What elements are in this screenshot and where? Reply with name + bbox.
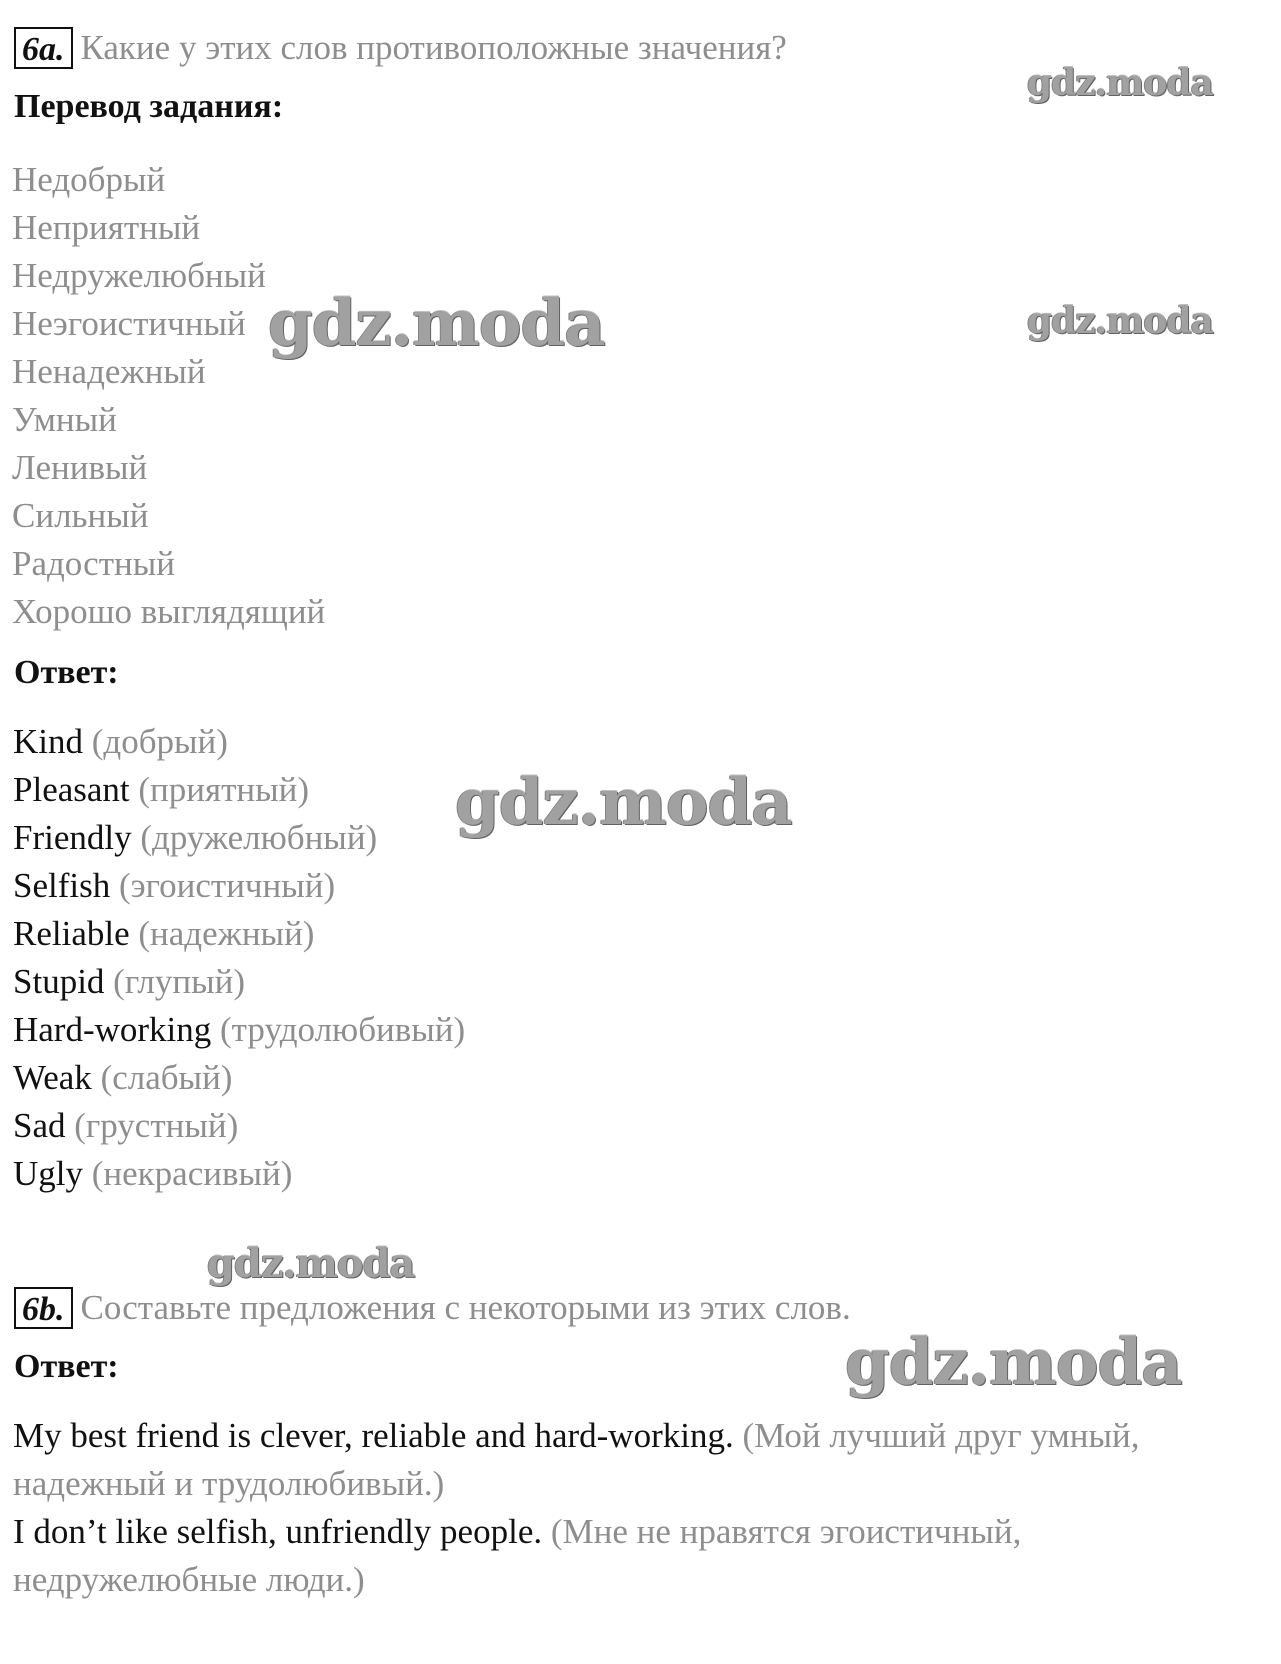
- task-instruction-6a: Какие у этих слов противоположные значения?: [80, 28, 787, 67]
- translation-item: Ненадежный: [12, 352, 206, 391]
- answer-word-en: Friendly: [13, 818, 132, 857]
- task-number-6a: 6a.: [14, 27, 73, 69]
- answer-word-ru: (некрасивый): [91, 1154, 293, 1193]
- answer-word-en: Reliable: [13, 914, 130, 953]
- answer-word-ru: (надежный): [138, 914, 315, 953]
- watermark-logo: gdz.moda: [455, 765, 792, 840]
- answer-word-en: Stupid: [13, 962, 105, 1001]
- answer-word-en: Sad: [13, 1106, 66, 1145]
- answer-item: [13, 766, 465, 814]
- watermark-logo: gdz.moda: [207, 1240, 415, 1287]
- translation-item: Радостный: [12, 544, 175, 583]
- answer-word-en: Weak: [13, 1058, 92, 1097]
- answer-word-en: Selfish: [13, 866, 111, 905]
- translation-item: Недобрый: [12, 160, 166, 199]
- watermark-logo: gdz.moda: [268, 286, 605, 361]
- translation-item: Неэгоистичный: [12, 304, 246, 343]
- watermark-logo: gdz.moda: [845, 1325, 1182, 1400]
- translation-item: Недружелюбный: [12, 256, 266, 295]
- answer-word-ru: (добрый): [91, 722, 228, 761]
- translation-item: Хорошо выглядящий: [12, 592, 326, 631]
- translation-item: Умный: [12, 400, 117, 439]
- answer-word-ru: (приятный): [138, 770, 310, 809]
- task-instruction-6b: Составьте предложения с некоторыми из этих слов.: [80, 1288, 851, 1327]
- answer-item: [13, 1150, 465, 1198]
- answer-item: [13, 718, 465, 766]
- task-number-6b: 6b.: [14, 1287, 73, 1329]
- sentence-ru: (Мой лучший друг умный, надежный и трудолюбивый.): [13, 1416, 1140, 1503]
- answer-word-en: Kind: [13, 722, 83, 761]
- sentence-en: My best friend is clever, reliable and hard-working.: [13, 1416, 734, 1455]
- translation-item: Ленивый: [12, 448, 148, 487]
- sentence-en: I don’t like selfish, unfriendly people.: [13, 1512, 543, 1551]
- task-6b-header: [14, 1287, 851, 1329]
- answer-item: [13, 958, 465, 1006]
- answer-item: [13, 910, 465, 958]
- answer-item: [13, 1006, 465, 1054]
- answer-word-ru: (грустный): [74, 1106, 239, 1145]
- answer-list-6a: [13, 718, 465, 1198]
- answer-word-ru: (эгоистичный): [118, 866, 336, 905]
- answer-word-en: Pleasant: [13, 770, 130, 809]
- translation-heading: Перевод задания:: [14, 88, 284, 125]
- answer-item: [13, 814, 465, 862]
- answer-word-ru: (трудолюбивый): [220, 1010, 466, 1049]
- answer-word-ru: (дружелюбный): [140, 818, 378, 857]
- translation-item: Сильный: [12, 496, 149, 535]
- answer-word-en: Hard-working: [13, 1010, 212, 1049]
- answer-word-ru: (слабый): [100, 1058, 233, 1097]
- answer-sentence: [13, 1412, 1263, 1508]
- task-6a-header: [14, 27, 787, 69]
- answer-item: [13, 1102, 465, 1150]
- translation-item: Неприятный: [12, 208, 201, 247]
- translation-list: [12, 156, 325, 636]
- answer-heading-6b: Ответ:: [14, 1348, 119, 1385]
- answer-sentence: [13, 1508, 1263, 1604]
- watermark-logo: gdz.moda: [1027, 300, 1213, 342]
- sentence-ru: (Мне не нравятся эгоистичный, недружелюбные люди.): [13, 1512, 1022, 1599]
- answer-item: [13, 862, 465, 910]
- watermark-logo: gdz.moda: [1027, 62, 1213, 104]
- answer-item: [13, 1054, 465, 1102]
- answer-word-en: Ugly: [13, 1154, 83, 1193]
- answer-word-ru: (глупый): [113, 962, 246, 1001]
- answer-heading-6a: Ответ:: [14, 654, 119, 691]
